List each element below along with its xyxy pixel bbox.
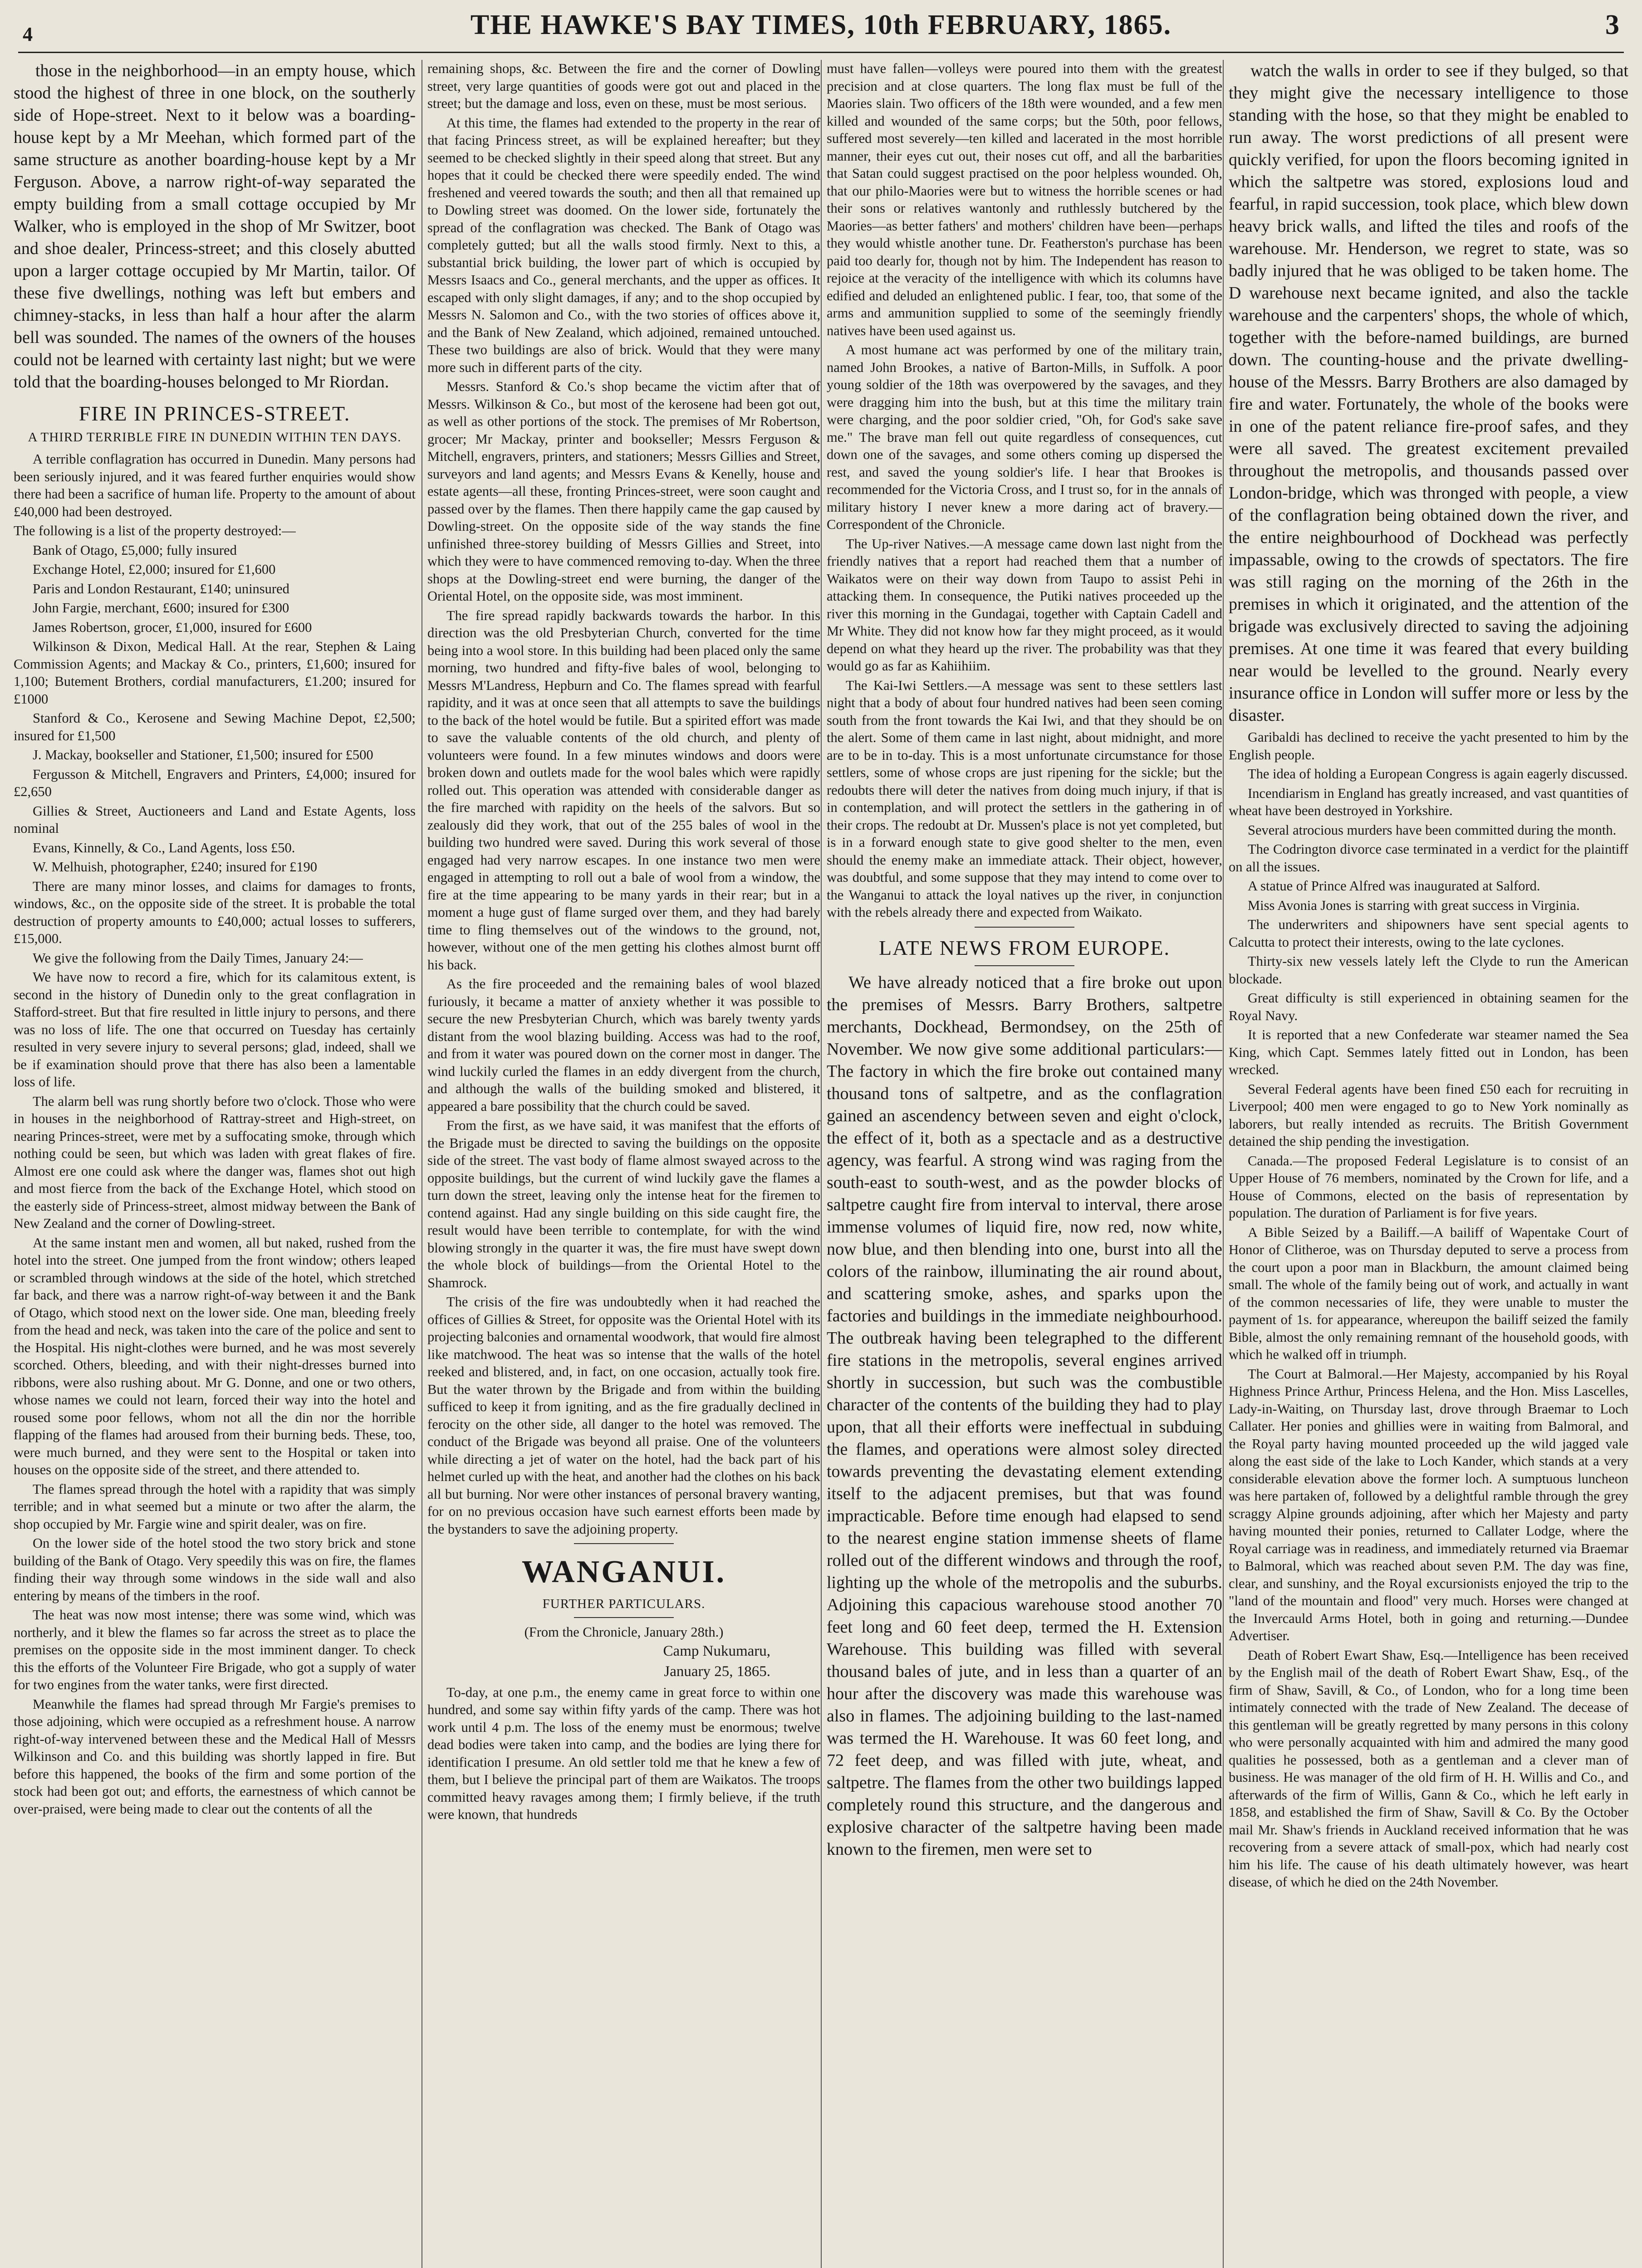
article-paragraph: must have fallen—volleys were poured into them with the greatest precision and at close quarters. The long flax must be full of the Maories slain. Two officers of the 18th were wounded, and a few men killed and wounded of the same corps; but the 50th, poor fellows, suffered most severely—ten killed and lacerated in the most horrible manner, their eyes cut out, their noses cut off, and all the barbarities that Satan could suggest practised on the poor helpless wounded. Oh, that our philo-Maories were but to witness the horrible scenes or had their sons or relatives wantonly and ruthlessly butchered by the Maories—as better fathers' and mothers' children have been—perhaps they would whistle another tune. Dr. Featherston's purchase has been paid too dearly for, though not by him. The Independent has reason to rejoice at the veracity of the intelligence with which its columns have edified and deluded an enlightened public. I fear, too, that some of the arms and ammunition supplied to some of the seemingly friendly natives have been used against us. (827, 61, 1222, 338)
article-paragraph: We have already noticed that a fire broke out upon the premises of Messrs. Barry Brothers, saltpetre merchants, Dockhead, Bermondsey, on the 25th of November. We now give some additional particulars:—The factory in which the fire broke out contained many thousand tons of saltpetre, and as the conflagration gained an ascendency between seven and eight o'clock, the effect of it, both as a spectacle and as a destructive agency, was fearful. A strong wind was raging from the south-east to south-west, and as the powder blocks of saltpetre caught fire from interval to interval, there arose immense volumes of liquid fire, now red, now white, now blue, and then blending into one, burst into all the colors of the rainbow, illuminating the air round about, and scattering smoke, ashes, and sparks upon the factories and buildings in the immediate neighbourhood. The outbreak having been telegraphed to the different fire stations in the metropolis, several engines arrived shortly in succession, but such was the combustible character of the contents of the building they had to play upon, that all their efforts were ineffectual in subduing the flames, and operations were almost soley directed towards preventing the devastating element extending itself to the adjacent premises, but that was found impracticable. Before time enough had elapsed to send to the nearest engine station immense sheets of flame rolled out of the different windows and through the roof, lighting up the whole of the metropolis and the suburbs. Adjoining this capacious warehouse stood another 70 feet long and 60 feet deep, termed the H. Extension Warehouse. This building was filled with several thousand bales of jute, and in less than a quarter of an hour after the discovery was made this warehouse was also in flames. The adjoining building to the last-named was termed the H. Warehouse. It was 60 feet long, and 72 feet deep, and was filled with jute, wheat, and saltpetre. The flames from the other two buildings lapped completely round this structure, and the dangerous and explosive character of the saltpetre having been made known to the firemen, men were set to (827, 973, 1222, 1859)
article-paragraph: The Kai-Iwi Settlers.—A message was sent to these settlers last night that a body of about four hundred natives had been seen coming south from the front towards the Kai Iwi, and that they should be on the alert. Some of them came in last night, about midnight, and more are to be in to-day. This is a most unfortunate circumstance for those settlers, some of whose crops are just ripening for the sickle; but the redoubts there will deter the natives from doing much injury, if that is in contemplation, and will protect the settlers in the gathering in of their crops. The redoubt at Dr. Mussen's place is not yet completed, but is in a forward enough state to give good shelter to the men, even should the enemy make an immediate attack. Their object, however, was doubtful, and some suppose that they may intend to come over to the Wanganui to attack the loyal natives up the river, in conjunction with the rebels already there and expected from Waikato. (827, 677, 1222, 920)
news-item: It is reported that a new Confederate war steamer named the Sea King, which Capt. Semmes lately fitted out in London, has been wrecked. (1229, 1027, 1628, 1077)
news-item: The Codrington divorce case terminated in a verdict for the plaintiff on all the issues. (1229, 841, 1628, 875)
news-item: Death of Robert Ewart Shaw, Esq.—Intelligence has been received by the English mail of the death of Robert Ewart Shaw, Esq., of the firm of Shaw, Savill, & Co., of London, who for a long time been intimately connected with the trade of New Zealand. The decease of this gentleman will be greatly regretted by many persons in this colony who were personally acquainted with him and admired the many good qualities he possessed, both as a gentleman and a clever man of business. He was manager of the old firm of H. H. Willis and Co., and afterwards of the firm of Willis, Gann & Co., which he left early in 1858, and established the firm of Shaw, Savill & Co. By the October mail Mr. Shaw's friends in Auckland received information that he was recovering from a severe attack of small-pox, which had nearly cost him his life. The cause of his death ultimately however, was heart disease, of which he died on the 24th November. (1229, 1647, 1628, 1890)
news-item: Great difficulty is still experienced in obtaining seamen for the Royal Navy. (1229, 990, 1628, 1023)
news-item: Several Federal agents have been fined £50 each for recruiting in Liverpool; 400 men were engaged to go to New York nominally as laborers, but really intended as recruits. The British Government detained the ship pending the investigation. (1229, 1081, 1628, 1149)
loss-item: Exchange Hotel, £2,000; insured for £1,600 (33, 562, 276, 577)
article-heading: FIRE IN PRINCES-STREET. (78, 402, 351, 425)
news-item: Incendiarism in England has greatly increased, and vast quantities of wheat have been destroyed in Yorkshire. (1229, 785, 1628, 818)
loss-item: J. Mackay, bookseller and Stationer, £1,500; insured for £500 (33, 747, 373, 763)
article-paragraph: remaining shops, &c. Between the fire and the corner of Dowling street, very large quantities of goods were got out and placed in the street; but the damage and loss, even on these, must be most serious. (427, 61, 820, 111)
article-paragraph: On the lower side of the hotel stood the two story brick and stone building of the Bank of Otago. Very speedily this was on fire, the flames finding their way through some windows in the side wall and also entering by means of the timbers in the roof. (14, 1535, 416, 1603)
section-rule (574, 1617, 674, 1618)
article-subheading: A THIRD TERRIBLE FIRE IN DUNEDIN WITHIN TEN DAYS. (28, 430, 402, 445)
news-item: The idea of holding a European Congress is again eagerly discussed. (1248, 766, 1628, 782)
news-item: The underwriters and shipowners have sent special agents to Calcutta to protect their interests, owing to the late cyclones. (1229, 917, 1628, 950)
section-rule (975, 965, 1074, 966)
article-paragraph: As the fire proceeded and the remaining bales of wool blazed furiously, it became a matter of anxiety whether it was possible to secure the new Presbyterian Church, which was barely twenty yards distant from the wool blazing building. Access was had to the roof, and from it water was poured down on the corner most in danger. The wind luckily curled the flames in an eddy divergent from the church, and although the walls of the building smoked and blistered, it appeared a bare possibility that the church could be saved. (427, 976, 820, 1114)
article-paragraph: We have now to record a fire, which for its calamitous extent, is second in the history of Dunedin only to the great conflagration in Stafford-street. But that fire resulted in little injury to persons, and there was no loss of life. The one that occurred on Tuesday has certainly resulted in very severe injury to several persons; glad, indeed, shall we be if examination should prove that there has also been a lamentable loss of life. (14, 969, 416, 1090)
news-item: Garibaldi has declined to receive the yacht presented to him by the English people. (1229, 729, 1628, 763)
article-heading: LATE NEWS FROM EUROPE. (878, 936, 1171, 959)
article-paragraph: The crisis of the fire was undoubtedly when it had reached the offices of Gillies & Street, for opposite was the Oriental Hotel with its projecting balconies and ornamental woodwork, that would fire almost like matchwood. The heat was so intense that the walls of the hotel reeked and blistered, and, in fact, on one occasion, actually took fire. But the water thrown by the Brigade and from within the building sufficed to keep it from igniting, and as the fire gradually declined in ferocity on the other side, all danger to the hotel was removed. The conduct of the Brigade was beyond all praise. One of the volunteers while directing a jet of water on the hotel, had the back part of his helmet curled up with the heat, and another had the clothes on his back all but burning. Nor were other instances of personal bravery wanting, for on no previous occasion have such earnest efforts been made by the bystanders to save the adjoining property. (427, 1294, 820, 1537)
loss-item: Bank of Otago, £5,000; fully insured (33, 542, 237, 558)
page-corner-mark: 4 (23, 23, 33, 45)
loss-item: Wilkinson & Dixon, Medical Hall. At the rear, Stephen & Laing Commission Agents; and Mackay & Co., printers, £1,600; insured for 1,100; Butement Brothers, cordial manufacturers, £1.200; insured for £1000 (14, 639, 416, 707)
loss-item: James Robertson, grocer, £1,000, insured for £600 (33, 619, 312, 635)
column-1 (14, 60, 416, 2268)
article-paragraph: To-day, at one p.m., the enemy came in great force to within one hundred, and some say within fifty yards of the camp. There was hot work until 4 p.m. The loss of the enemy must be enormous; twelve dead bodies were taken into camp, and the bodies are lying there for identification I presume. An old settler told me that he knew a few of them, but I believe the principal part of them are Waikatos. The troops committed heavy ravages among them; I firmly believe, if the truth were known, that hundreds (427, 1684, 820, 1822)
article-paragraph: A most humane act was performed by one of the military train, named John Brookes, a native of Barton-Mills, in Suffolk. A poor young soldier of the 18th was overpowered by the savages, and they were dragging him into the bush, but at this time the military train were charging, and the poor soldier cried, "Oh, for God's sake save me." The brave man fell out quite regardless of consequences, cut down one of the savages, and some others coming up dispersed the rest, and saved the young soldier's life. I hear that Brookes is recommended for the Victoria Cross, and I trust so, for in the annals of military history I never knew a more daring act of bravery.—Correspondent of the Chronicle. (827, 342, 1222, 532)
news-item: Canada.—The proposed Federal Legislature is to consist of an Upper House of 76 members, nominated by the Crown for life, and a House of Commons, elected on the basis of representation by population. The duration of Parliament is for five years. (1229, 1153, 1628, 1221)
loss-item: W. Melhuish, photographer, £240; insured for £190 (33, 859, 318, 875)
article-paragraph: The flames spread through the hotel with a rapidity that was simply terrible; and in what seemed but a minute or two after the alarm, the shop occupied by Mr. Fargie wine and spirit dealer, was on fire. (14, 1481, 416, 1532)
loss-item: Evans, Kinnelly, & Co., Land Agents, loss £50. (33, 840, 295, 855)
column-4 (1229, 60, 1628, 2268)
news-item: The Court at Balmoral.—Her Majesty, accompanied by his Royal Highness Prince Arthur, Princess Helena, and the Hon. Miss Lascelles, Lady-in-Waiting, on Thursday last, drove through Braemar to Loch Callater. Her ponies and ghillies were in waiting from Balmoral, and the Royal party having mounted proceeded up the wild jagged vale along the east side of the lake to Loch Kander, which stands at a very considerable elevation above the former loch. A sumptuous luncheon was here partaken of, followed by a delightful ramble through the grey scraggy Alpine grounds adjoining, after which her Majesty and party having mounted their ponies, returned to Callater Lodge, where the Royal carriage was in readiness, and immediately returned via Braemar to Balmoral, which was reached about seven P.M. The day was fine, clear, and sunshiny, and the Royal excursionists enjoyed the trip to the "land of the mountain and flood" very much. Horses were changed at the Invercauld Arms Hotel, both in going and returning.—Dundee Advertiser. (1229, 1366, 1628, 1643)
article-paragraph: At this time, the flames had extended to the property in the rear of that facing Princess street, as will be explained hereafter; but they seemed to be checked slightly in their speed along that street. But any hopes that it could be checked there were speedily ended. The wind freshened and veered towards the south; and then all that remained up to Dowling street was doomed. On the lower side, fortunately the spread of the conflagration was checked. The Bank of Otago was completely gutted; but all the walls stood firmly. Next to this, a substantial brick building, the lower part of which is occupied by Messrs Isaacs and Co., general merchants, and the upper as offices. It escaped with only slight damages, if any; and to the shop occupied by Messrs N. Salomon and Co., with the two stories of offices above it, and the Bank of New Zealand, which adjoined, remained untouched. These two buildings are also of brick. Would that they were many more such in different parts of the city. (427, 115, 820, 375)
column-3 (827, 60, 1222, 2268)
news-item: A statue of Prince Alfred was inaugurated at Salford. (1248, 878, 1540, 894)
column-2 (427, 60, 820, 2268)
article-paragraph: A terrible conflagration has occurred in Dunedin. Many persons had been seriously injured, and it was feared further enquiries would show there had been a sacrifice of human life. Property to the amount of about £40,000 had been destroyed. (14, 451, 416, 519)
article-paragraph: The Up-river Natives.—A message came down last night from the friendly natives that a report had reached them that a number of Waikatos were on their way down from Taupo to assist Pehi in attacking them. In consequence, the Putiki natives proceeded up the river this morning in the Gundagai, together with Captain Cadell and Mr White. They did not know how far they might proceed, as it would depend on what they heard up the river. The probability was that they would go as far as Kahiihiim. (827, 536, 1222, 674)
dateline-date: January 25, 1865. (664, 1663, 770, 1680)
page-number: 3 (1605, 10, 1619, 40)
loss-item: John Fargie, merchant, £600; insured for £300 (33, 600, 289, 616)
article-paragraph: The following is a list of the property destroyed:— (14, 523, 296, 538)
article-subheading: FURTHER PARTICULARS. (542, 1597, 706, 1611)
article-paragraph: From the first, as we have said, it was manifest that the efforts of the Brigade must be directed to saving the buildings on the opposite side of the street. The vast body of flame almost swayed across to the opposite buildings, but the current of wind luckily gave the flames a turn down the street, leaving only the intense heat for the firemen to contend against. Had any single building on this side caught fire, the result would have been terrible to contemplate, for with the wind blowing strongly in the quarter it was, the fire must have swept down the whole block of buildings—from the Oriental Hotel to the Shamrock. (427, 1118, 820, 1290)
masthead (18, 8, 1624, 53)
article-paragraph: The fire spread rapidly backwards towards the harbor. In this direction was the old Presbyterian Church, converted for the time being into a wool store. In this building had been placed only the same morning, two hundred and fifty-five bales of wool, belonging to Messrs M'Landress, Hepburn and Co. The flames spread with fearful rapidity, and it was at once seen that all attempts to save the buildings to the back of the hotel would be futile. But a spirited effort was made to save the valuable contents of the old church, and plenty of volunteers were found. In a few minutes windows and doors were broken down and outlets made for the wool bales which were rapidly rolled out. This operation was attended with considerable danger as the fire marched with rapidity on the heels of the salvors. But so zealously did they work, that out of the 255 bales of wool in the building two hundred were saved. During this work several of those engaged had very narrow escapes. In one instance two men were engaged in attempting to roll out a bale of wool from a window, the fire at the time appearing to be many yards in their rear; but in a moment a huge gust of flame surged over them, and they had barely time to fling themselves out of the windows to the ground, not, however, without one of the men getting his clothes almost burnt off his back. (427, 607, 820, 973)
dateline-place: Camp Nukumaru, (663, 1642, 770, 1659)
article-paragraph: There are many minor losses, and claims for damages to fronts, windows, &c., on the opposite side of the street. It is probable the total destruction of property amounts to £40,000; actual losses to sufferers, £15,000. (14, 878, 416, 946)
article-paragraph: We give the following from the Daily Times, January 24:— (33, 950, 363, 966)
article-heading: WANGANUI. (521, 1554, 726, 1589)
loss-item: Fergusson & Mitchell, Engravers and Printers, £4,000; insured for £2,650 (14, 766, 416, 799)
newspaper-title: THE HAWKE'S BAY TIMES, 10th FEBRUARY, 1865. (470, 10, 1172, 40)
article-paragraph: those in the neighborhood—in an empty house, which stood the highest of three in one block, on the southerly side of Hope-street. Next to it below was a boarding-house kept by a Mr Meehan, which formed part of the same structure as another boarding-house kept by a Mr Ferguson. Above, a narrow right-of-way separated the empty building from a small cottage occupied by Mr Walker, who is employed in the shop of Mr Switzer, boot and shoe dealer, Princess-street; and this closely abutted upon a larger cottage occupied by Mr Martin, tailor. Of these five dwellings, nothing was left but embers and chimney-stacks, in less than half a hour after the alarm bell was sounded. The names of the owners of the houses could not be learned with certainty last night; but we were told that the boarding-houses belonged to Mr Riordan. (14, 61, 416, 391)
article-columns (14, 60, 1628, 2268)
article-paragraph: watch the walls in order to see if they bulged, so that they might give the necessary intelligence to those standing with the hose, so that they might be enabled to run away. The worst predictions of all present were quickly verified, for upon the floors becoming ignited in which the saltpetre was stored, explosions loud and fearful, in rapid succession, took place, which blew down heavy brick walls, and lifted the tiles and roofs of the warehouse. Mr. Henderson, we regret to state, was so badly injured that he was obliged to be taken home. The D warehouse next became ignited, and also the tackle warehouse and the carpenters' shops, the whole of which, together with the before-named buildings, are burned down. The counting-house and the private dwelling-house of the Messrs. Barry Brothers are also damaged by fire and water. Fortunately, the whole of the books were in one of the patent reliance fire-proof safes, and they were all saved. The greatest excitement prevailed throughout the metropolis, and thousands passed over London-bridge, which was thronged with people, a view of the conflagration being obtained down the river, and the entire neighbourhood of Dockhead was perfectly impassable, owing to the crowds of spectators. The fire was still raging on the morning of the 26th in the premises in which it originated, and the attention of the brigade was exclusively directed to saving the adjoining premises. At one time it was feared that every building near would be levelled to the ground. Nearly every insurance office in London will suffer more or less by the disaster. (1229, 61, 1628, 725)
loss-item: Paris and London Restaurant, £140; uninsured (33, 581, 289, 596)
news-item: Miss Avonia Jones is starring with great success in Virginia. (1248, 897, 1580, 913)
news-item: Thirty-six new vessels lately left the Clyde to run the American blockade. (1229, 953, 1628, 987)
loss-item: Stanford & Co., Kerosene and Sewing Machine Depot, £2,500; insured for £1,500 (14, 710, 416, 743)
article-paragraph: Messrs. Stanford & Co.'s shop became the victim after that of Messrs. Wilkinson & Co., but most of the kerosene had been got out, as well as other portions of the stock. The premises of Mr Robertson, grocer; Mr Mackay, printer and bookseller; Messrs Ferguson & Mitchell, engravers, printers, and stationers; Messrs Gillies and Street, surveyors and land agents; and Messrs Evans & Kenelly, house and estate agents—all these, fronting Princes-street, were soon caught and passed over by the flames. Then there happily came the gap caused by Dowling-street. On the opposite side of the way stands the fine unfinished three-storey building of Messrs Gillies and Street, into which they were to have commenced removing to-day. When the three shops at the Dowling-street end were burning, the danger of the Oriental Hotel, on the opposite side, was most imminent. (427, 379, 820, 604)
news-item: A Bible Seized by a Bailiff.—A bailiff of Wapentake Court of Honor of Clitheroe, was on Thursday deputed to serve a process from the court upon a poor man in Blackburn, the amount claimed being small. The whole of the family being out of work, and actually in want of the common necessaries of life, they were unable to muster the payment of 1s. for appearance, whereupon the bailiff seized the family Bible, almost the only remaining remnant of the household goods, with which he walked off in triumph. (1229, 1224, 1628, 1362)
section-rule (975, 927, 1074, 928)
article-source: (From the Chronicle, January 28th.) (524, 1624, 724, 1640)
article-paragraph: The alarm bell was rung shortly before two o'clock. Those who were in houses in the neighborhood of Rattray-street and High-street, on nearing Princes-street, were met by a suffocating smoke, through which nothing could be seen, but which was laden with great flakes of fire. Almost ere one could ask where the danger was, flames shot out high and most fierce from the back of the Exchange Hotel, which stood on the easterly side of Princess-street, almost midway between the Bank of New Zealand and the corner of Dowling-street. (14, 1093, 416, 1231)
article-paragraph: Meanwhile the flames had spread through Mr Fargie's premises to those adjoining, which were occupied as a refreshment house. A narrow right-of-way intervened between these and the Medical Hall of Messrs Wilkinson and Co. and this building was shortly lapped in fire. But before this happened, the books of the firm and some portion of the stock had been got out; and efforts, the earnestness of which cannot be over-praised, were being made to clear out the contents of all the (14, 1696, 416, 1817)
loss-item: Gillies & Street, Auctioneers and Land and Estate Agents, loss nominal (14, 803, 416, 836)
article-paragraph: The heat was now most intense; there was some wind, which was northerly, and it blew the flames so far across the street as to place the premises on the opposite side in the most imminent danger. To check this the efforts of the Volunteer Fire Brigade, who got a supply of water for two engines from the water tanks, were first directed. (14, 1607, 416, 1692)
section-rule (574, 1543, 674, 1544)
news-item: Several atrocious murders have been committed during the month. (1248, 822, 1617, 838)
article-paragraph: At the same instant men and women, all but naked, rushed from the hotel into the street. One jumped from the front window; others leaped or scrambled through windows at the side of the hotel, which stretched far back, and there was a narrow right-of-way between it and the Bank of Otago, which stood next on the lower side. One man, bleeding freely from the head and neck, was taken into the care of the police and sent to the Hospital. His night-clothes were burned, and he was most severely scorched. Others, bleeding, and with their night-dresses burned into ribbons, were also rushing about. Mr G. Donne, and one or two others, whose names we could not learn, forced their way into the hotel and roused some poor fellows, whom not all the din nor the horrible flapping of the flames had aroused from their burning beds. These, too, were much burned, and they were sent to the Hospital or taken into houses on the opposite side of the street, and there attended to. (14, 1235, 416, 1477)
